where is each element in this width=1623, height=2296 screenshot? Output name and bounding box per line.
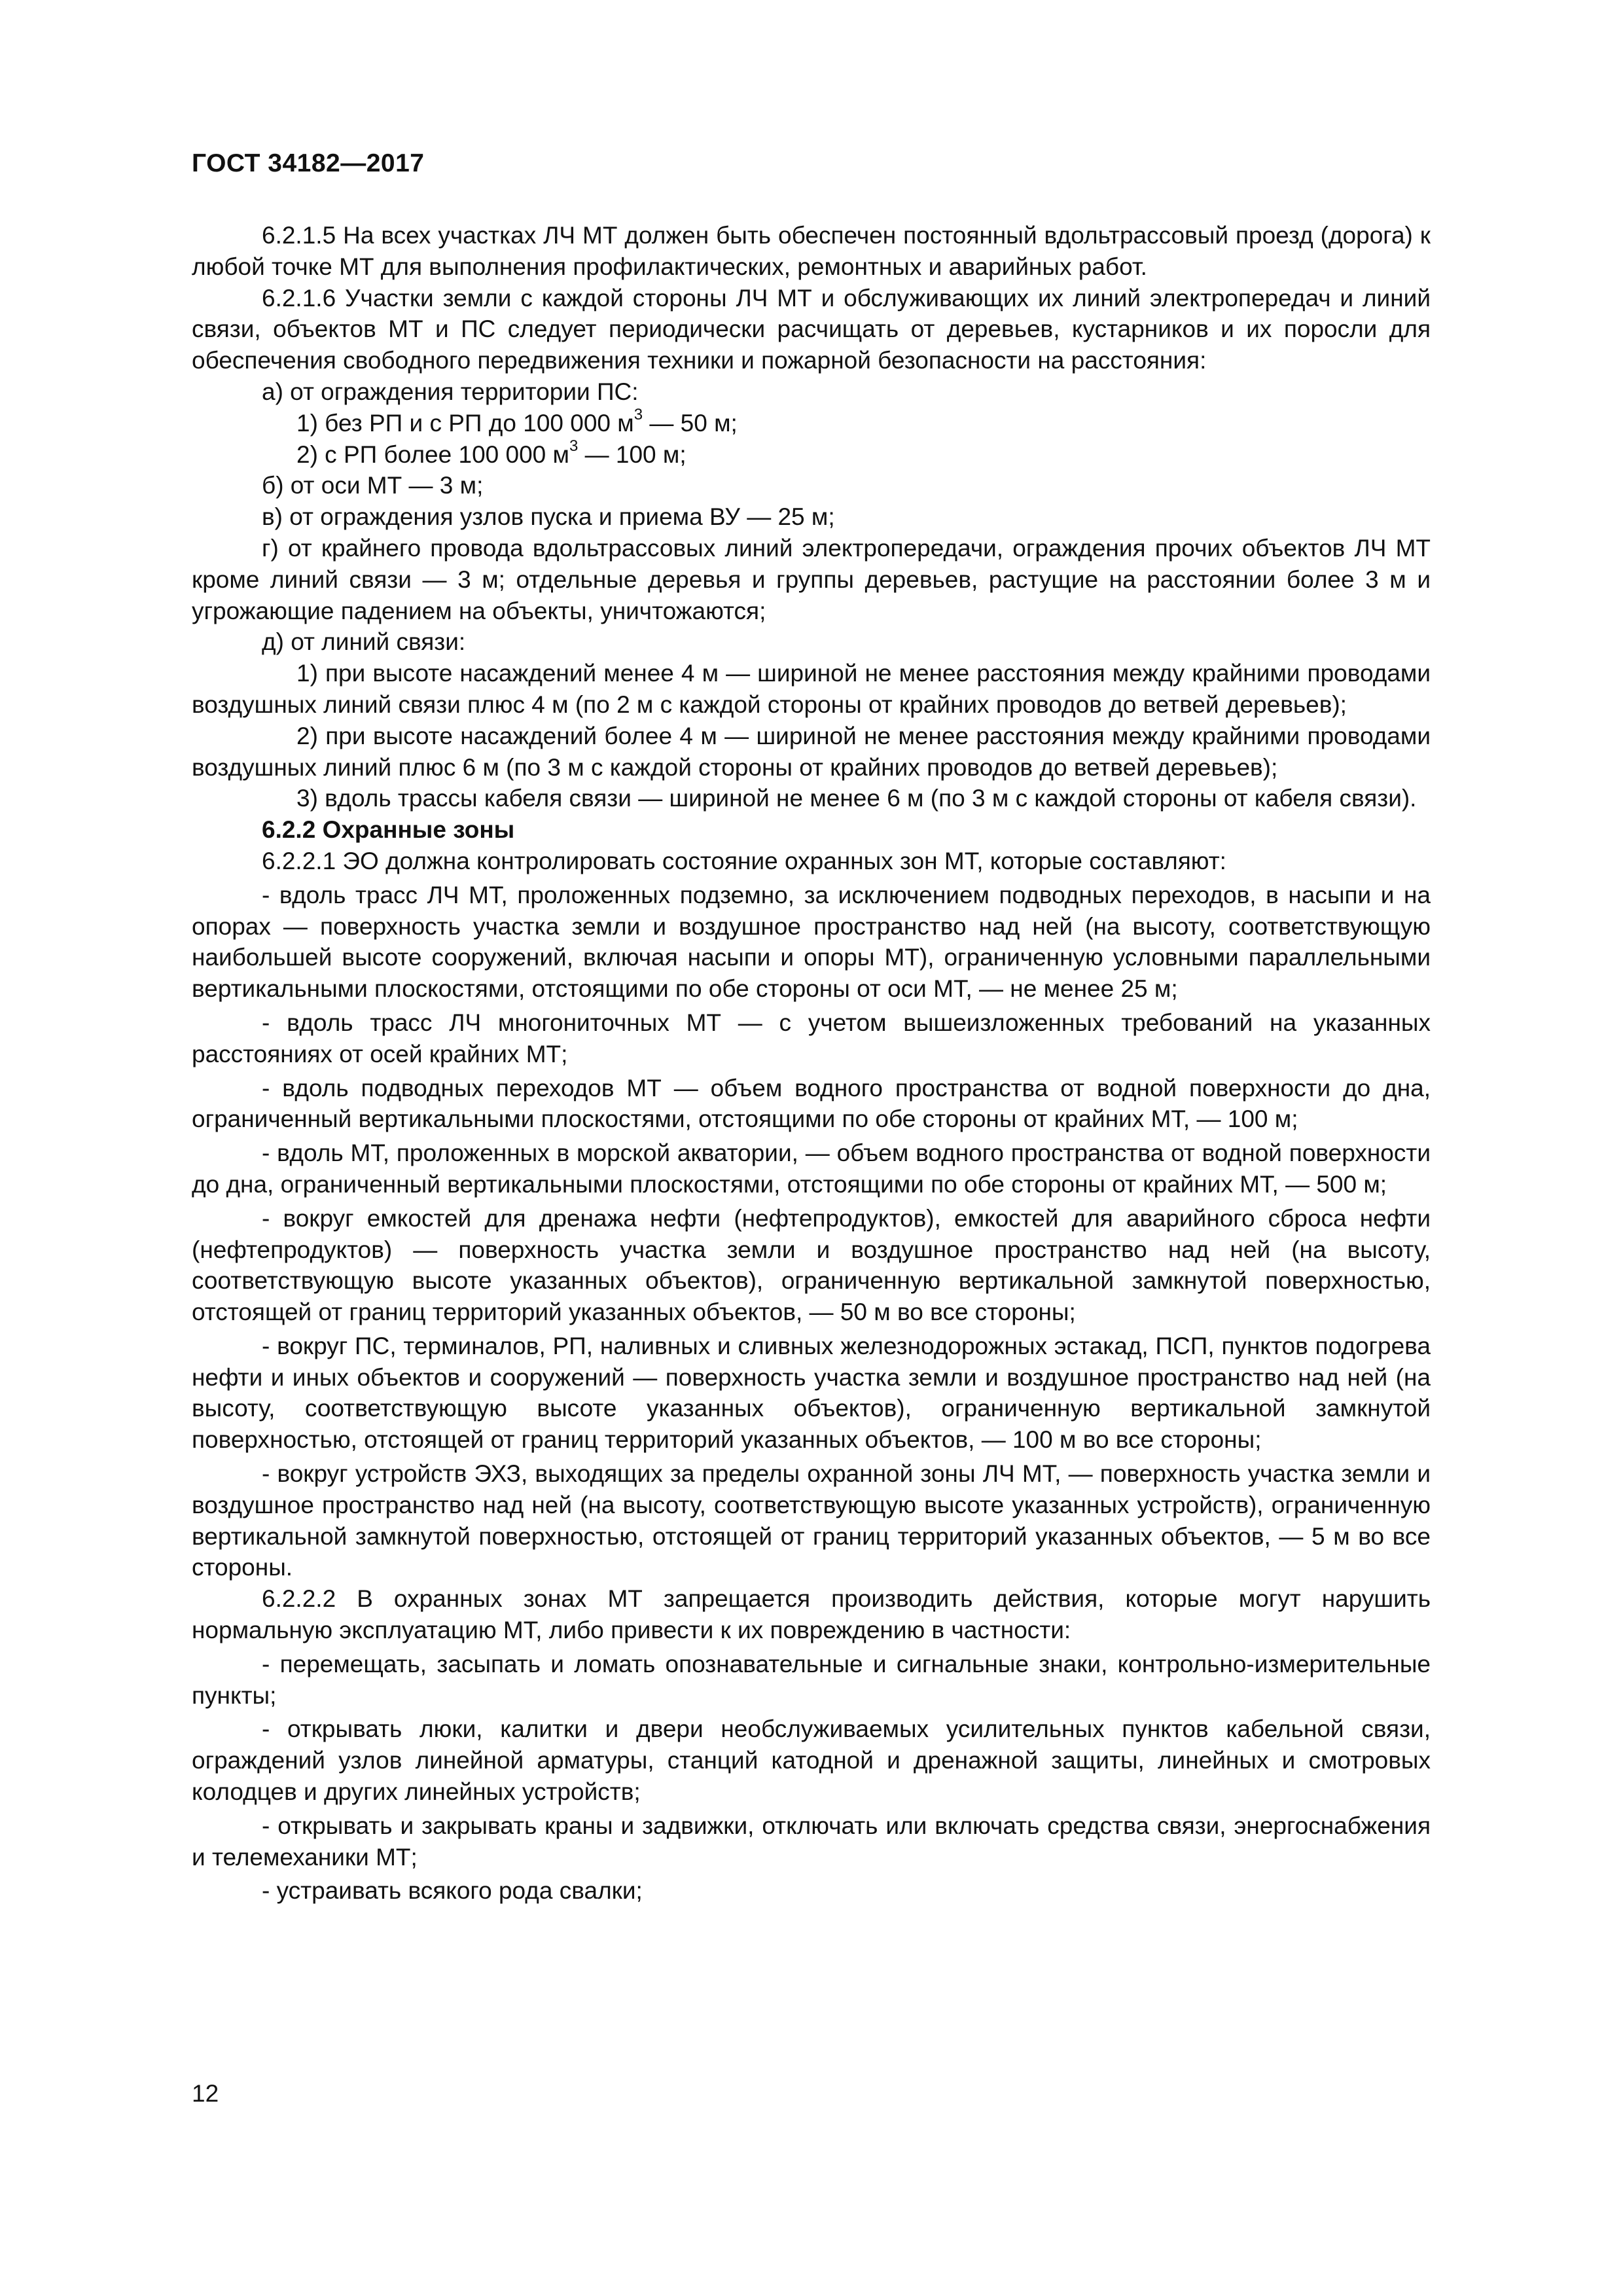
superscript: 3 [569, 437, 579, 456]
section-heading: 6.2.2 Охранные зоны [262, 816, 515, 844]
bullet-item: - вокруг емкостей для дренажа нефти (нефтепродуктов), емкостей для аварийного сброса нефти (нефтепродуктов) — поверхность участка земли и воздушное пространство над ней (на высоту, соответствующую высоте указанных объектов), ограниченную вертикальной замкнутой поверхностью, отстоящей от границ территорий указанных объектов, — 50 м во все стороны; [192, 1204, 1431, 1326]
sub-list-item: 3) вдоль трассы кабеля связи — шириной не менее 6 м (по 3 м с каждой стороны от кабеля связи). [296, 785, 1417, 812]
sub-list-item: 2) с РП более 100 000 $м^3$ — 100 м; [296, 437, 687, 468]
superscript: 3 [633, 406, 643, 424]
list-item: а) от ограждения территории ПС: [262, 378, 639, 405]
paragraph: 6.2.2.2 В охранных зонах МТ запрещается производить действия, которые могут нарушить нормальную эксплуатацию МТ, либо привести к их повреждению в частности: [192, 1585, 1431, 1644]
list-item: б) от оси МТ — 3 м; [262, 472, 484, 499]
bullet-item: - вдоль МТ, проложенных в морской акватории, — объем водного пространства от водной поверхности до дна, ограниченный вертикальными плоскостями, отстоящими по обе стороны от крайних МТ, — 500 м; [192, 1139, 1431, 1198]
bullet-item: - открывать люки, калитки и двери необслуживаемых усилительных пунктов кабельной связи, ограждений узлов линейной арматуры, станций катодной и дренажной защиты, линейных и смотровых колодцев и других линейных устройств; [192, 1715, 1431, 1806]
bullet-item: - перемещать, засыпать и ломать опознавательные и сигнальные знаки, контрольно-измерительные пункты; [192, 1650, 1431, 1709]
bullet-item: - вокруг ПС, терминалов, РП, наливных и сливных железнодорожных эстакад, ПСП, пунктов подогрева нефти и иных объектов и сооружений — поверхность участка земли и воздушное пространство над ней (на высоту, соответствующую высоте указанных объектов), ограниченную вертикальной замкнутой поверхностью, отстоящей от границ территорий указанных объектов, — 100 м во все стороны; [192, 1332, 1431, 1454]
paragraph: 6.2.2.1 ЭО должна контролировать состояние охранных зон МТ, которые составляют: [262, 847, 1226, 874]
sub-list-item: 2) при высоте насаждений более 4 м — шириной не менее расстояния между крайними проводами воздушных линий плюс 6 м (по 3 м с каждой стороны от крайних проводов до ветвей деревьев); [192, 722, 1431, 781]
bullet-item: - вдоль трасс ЛЧ многониточных МТ — с учетом вышеизложенных требований на указанных расстояниях от осей крайних МТ; [192, 1009, 1431, 1067]
bullet-item: - вдоль подводных переходов МТ — объем водного пространства от водной поверхности до дна, ограниченный вертикальными плоскостями, отстоящими по обе стороны от крайних МТ, — 100 м; [192, 1074, 1431, 1133]
bullet-item: - устраивать всякого рода свалки; [262, 1877, 643, 1905]
list-item: г) от крайнего провода вдольтрассовых линий электропередачи, ограждения прочих объектов ЛЧ МТ кроме линий связи — 3 м; отдельные деревья и группы деревьев, растущие на расстоянии более 3 м и угрожающие падением на объекты, уничтожаются; [192, 534, 1431, 624]
bullet-item: - открывать и закрывать краны и задвижки, отключать или включать средства связи, энергоснабжения и телемеханики МТ; [192, 1812, 1431, 1871]
list-item: д) от линий связи: [262, 628, 466, 656]
bullet-item: - вокруг устройств ЭХЗ, выходящих за пределы охранной зоны ЛЧ МТ, — поверхность участка земли и воздушное пространство над ней (на высоту, соответствующую высоте указанных устройств), ограниченную вертикальной замкнутой поверхностью, отстоящей от границ территорий указанных объектов, — 5 м во все стороны. [192, 1460, 1431, 1581]
document-body [192, 220, 1431, 1907]
list-item: в) от ограждения узлов пуска и приема ВУ — 25 м; [262, 503, 835, 531]
paragraph: 6.2.1.6 Участки земли с каждой стороны ЛЧ МТ и обслуживающих их линий электропередач и линий связи, объектов МТ и ПС следует периодически расчищать от деревьев, кустарников и их поросли для обеспечения свободного передвижения техники и пожарной безопасности на расстояния: [192, 284, 1431, 374]
document-id-header: ГОСТ 34182—2017 [192, 149, 425, 177]
sub-list-item: 1) без РП и с РП до 100 000 $м^3$ — 50 м; [296, 406, 738, 437]
bullet-item: - вдоль трасс ЛЧ МТ, проложенных подземно, за исключением подводных переходов, в насыпи и на опорах — поверхность участка земли и воздушное пространство над ней (на высоту, соответствующую наибольшей высоте сооружений, включая насыпи и опоры МТ), ограниченную условными параллельными вертикальными плоскостями, отстоящими по обе стороны от оси МТ, — не менее 25 м; [192, 881, 1431, 1003]
page-number: 12 [192, 2080, 219, 2107]
sub-list-item: 1) при высоте насаждений менее 4 м — шириной не менее расстояния между крайними проводами воздушных линий связи плюс 4 м (по 2 м с каждой стороны от крайних проводов до ветвей деревьев); [192, 660, 1431, 718]
paragraph: 6.2.1.5 На всех участках ЛЧ МТ должен быть обеспечен постоянный вдольтрассовый проезд (дорога) к любой точке МТ для выполнения профилактических, ремонтных и аварийных работ. [192, 222, 1431, 280]
